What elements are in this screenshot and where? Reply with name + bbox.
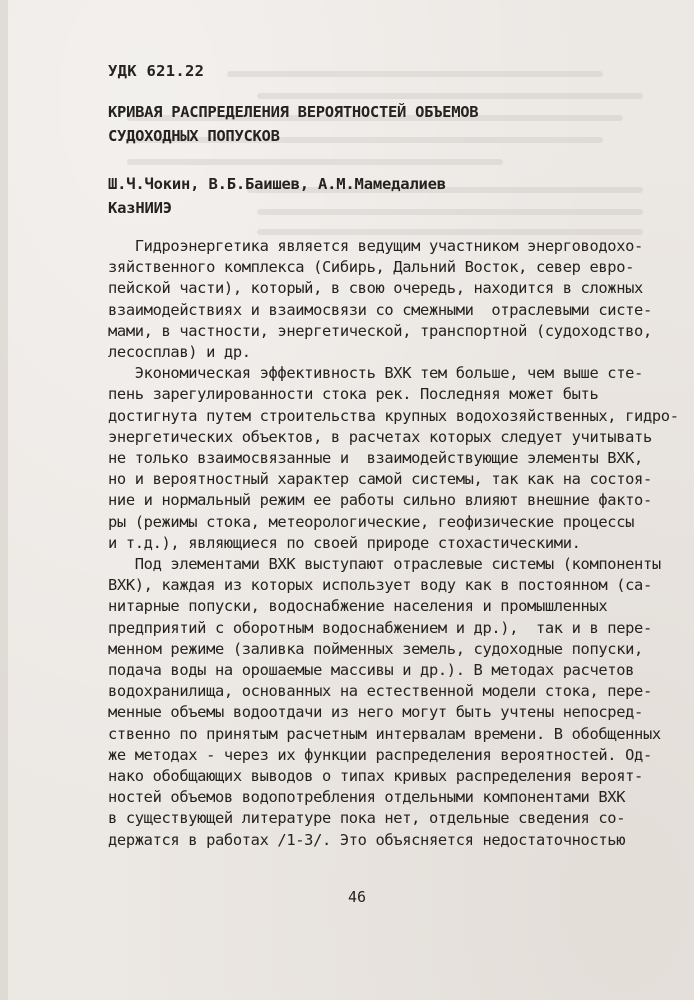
text-line: и т.д.), являющиеся по своей природе стохастическими. <box>108 533 581 552</box>
text-line: менные объемы водоотдачи из него могут быть учтены непосред- <box>108 703 643 722</box>
text-line: нитарные попуски, водоснабжение населения и промышленных <box>108 597 608 616</box>
text-line: лесосплав) и др. <box>108 343 251 362</box>
text-line: ВХК), каждая из которых использует воду как в постоянном (са- <box>108 576 652 595</box>
text-line: достигнута путем строительства крупных водохозяйственных, гидро- <box>108 406 679 425</box>
text-line: же методах - через их функции распределения вероятностей. Од- <box>108 745 652 764</box>
text-line: пень зарегулированности стока рек. Последняя может быть <box>108 385 599 404</box>
text-line: энергетических объектов, в расчетах которых следует учитывать <box>108 427 652 446</box>
text-line: взаимодействиях и взаимосвязи со смежными отраслевыми систе- <box>108 300 652 319</box>
title-line: СУДОХОДНЫХ ПОПУСКОВ <box>108 127 280 145</box>
text-line: подача воды на орошаемые массивы и др.). В методах расчетов <box>108 661 635 680</box>
article-title <box>108 100 478 148</box>
title-line: КРИВАЯ РАСПРЕДЕЛЕНИЯ ВЕРОЯТНОСТЕЙ ОБЪЕМОВ <box>108 103 479 121</box>
body-text <box>108 236 679 851</box>
text-line: Гидроэнергетика является ведущим участником энерговодохо- <box>108 237 643 255</box>
text-line: зяйственного комплекса (Сибирь, Дальний Восток, север евро- <box>108 258 635 277</box>
text-line: нако обобщающих выводов о типах кривых распределения вероят- <box>108 767 643 786</box>
text-line: предприятий с оборотным водоснабжением и др.), так и в пере- <box>108 618 652 637</box>
text-line: водохранилища, основанных на естественной модели стока, пере- <box>108 682 652 701</box>
text-line: ние и нормальный режим ее работы сильно влияют внешние факто- <box>108 491 652 510</box>
text-line: в существующей литературе пока нет, отдельные сведения со- <box>108 809 626 828</box>
text-line: менном режиме (заливка пойменных земель, судоходные попуски, <box>108 639 643 658</box>
text-line: пейской части), который, в свою очередь, находится в сложных <box>108 279 643 298</box>
text-line: но и вероятностный характер самой системы, так как на состоя- <box>108 470 652 489</box>
text-line: ственно по принятым расчетным интервалам времени. В обобщенных <box>108 724 661 743</box>
text-line: ностей объемов водопотребления отдельными компонентами ВХК <box>108 788 626 807</box>
text-line: мами, в частности, энергетической, транспортной (судоходство, <box>108 321 652 340</box>
text-line: Под элементами ВХК выступают отраслевые системы (компоненты <box>108 555 661 574</box>
author-block <box>108 172 446 220</box>
text-line: не только взаимосвязанные и взаимодействующие элементы ВХК, <box>108 449 643 468</box>
text-line: держатся в работах /1-3/. Это объясняется недостаточностью <box>108 830 626 849</box>
text-line: ры (режимы стока, метеорологические, геофизические процессы <box>108 512 635 531</box>
udc-code: УДК 621.22 <box>108 62 205 80</box>
text-line: Экономическая эффективность ВХК тем больше, чем выше сте- <box>108 364 643 383</box>
page-number: 46 <box>348 888 367 906</box>
author-names: Ш.Ч.Чокин, В.Б.Баишев, А.М.Мамедалиев <box>108 175 446 193</box>
institution-name: КазНИИЭ <box>108 199 172 217</box>
